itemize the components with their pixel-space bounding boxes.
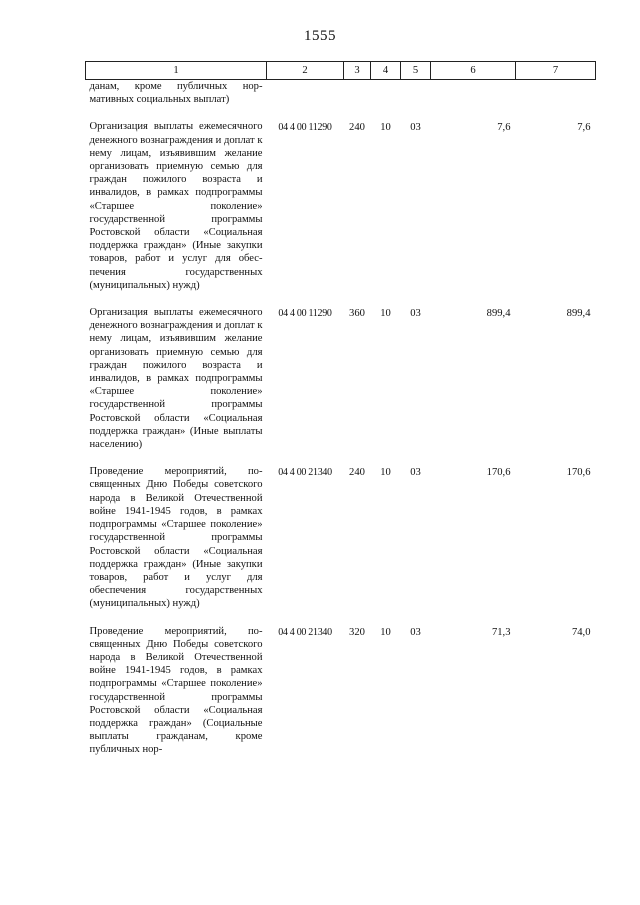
row-amount-col6: 7,6 xyxy=(497,122,511,134)
row-section: 10 xyxy=(380,467,391,479)
row-spacer xyxy=(86,611,596,625)
table-row xyxy=(86,465,596,610)
row-amount-col7: 170,6 xyxy=(566,467,591,479)
row-amount-col7 xyxy=(516,80,596,107)
header-row xyxy=(86,62,596,80)
row-amount-col6: 170,6 xyxy=(486,467,511,479)
table-row xyxy=(86,80,596,107)
row-description: Организация выплаты ежемесячного денежного вознаграждения и доплат к нему лицам, изъявившим желание организовать приемную семью для граждан пожилого возраста и инвалидов, в рамках подпрограммы «Старшее поколение» государственной программы Ростовской области «Социальная поддержка граждан» (Иные выплаты населению) xyxy=(89,307,263,451)
table-row xyxy=(86,120,596,292)
row-expense-type: 320 xyxy=(349,626,365,638)
header-col-2: 2 xyxy=(267,62,344,80)
table-header xyxy=(86,62,596,80)
header-col-5: 5 xyxy=(401,62,431,80)
row-subsection: 03 xyxy=(410,122,421,134)
row-section: 10 xyxy=(380,122,391,134)
row-section xyxy=(371,80,401,107)
header-col-3: 3 xyxy=(344,62,371,80)
row-section: 10 xyxy=(380,308,391,320)
row-subsection xyxy=(401,80,431,107)
row-description: данам, кроме публичных нормативных социальных выплат) xyxy=(89,81,263,106)
budget-table xyxy=(85,61,596,757)
row-subsection: 03 xyxy=(410,467,421,479)
header-col-7: 7 xyxy=(516,62,596,80)
row-subsection: 03 xyxy=(410,626,421,638)
row-target-code xyxy=(267,80,344,107)
row-amount-col6: 71,3 xyxy=(491,626,511,638)
row-amount-col6 xyxy=(431,80,516,107)
row-target-code: 04 4 00 21340 xyxy=(278,626,332,638)
row-description: Организация выплаты ежемесячного денежного вознаграждения и доплат к нему лицам, изъявившим желание организовать приемную семью для граждан пожилого возраста и инвалидов, в рамках подпрограммы «Старшее поколение» государственной программы Ростовской области «Социальная поддержка граждан» (Иные закупки товаров, работ и услуг для обеспечения государственных (муниципальных) нужд) xyxy=(89,121,263,291)
row-expense-type xyxy=(344,80,371,107)
row-amount-col7: 899,4 xyxy=(566,308,591,320)
row-expense-type: 360 xyxy=(349,308,365,320)
row-target-code: 04 4 00 11290 xyxy=(278,122,332,134)
row-description: Проведение мероприятий, посвященных Дню Победы советского народа в Великой Отечественной войне 1941-1945 годов, в рамках подпрограммы «Старшее поколение» государственной программы Ростовской области «Социальная поддержка граждан» (Иные закупки товаров, работ и услуг для обеспечения государственных (муниципальных) нужд) xyxy=(89,466,263,610)
row-target-code: 04 4 00 21340 xyxy=(278,467,332,479)
header-col-1: 1 xyxy=(86,62,267,80)
row-section: 10 xyxy=(380,626,391,638)
row-spacer xyxy=(86,451,596,465)
table-row xyxy=(86,306,596,451)
row-amount-col6: 899,4 xyxy=(486,308,511,320)
page-number: 1555 xyxy=(304,28,336,44)
row-spacer xyxy=(86,106,596,120)
table-body xyxy=(86,80,596,757)
header-col-6: 6 xyxy=(431,62,516,80)
header-col-4: 4 xyxy=(371,62,401,80)
row-amount-col7: 74,0 xyxy=(571,626,591,638)
row-subsection: 03 xyxy=(410,308,421,320)
row-target-code: 04 4 00 11290 xyxy=(278,308,332,320)
row-expense-type: 240 xyxy=(349,122,365,134)
row-expense-type: 240 xyxy=(349,467,365,479)
row-spacer xyxy=(86,292,596,306)
table-row xyxy=(86,625,596,757)
row-description: Проведение мероприятий, посвященных Дню Победы советского народа в Великой Отечественной войне 1941-1945 годов, в рамках подпрограммы «Старшее поколение» государственной программы Ростовской области «Социальная поддержка граждан» (Социальные выплаты гражданам, кроме публичных нор- xyxy=(89,625,263,756)
row-amount-col7: 7,6 xyxy=(577,122,591,134)
